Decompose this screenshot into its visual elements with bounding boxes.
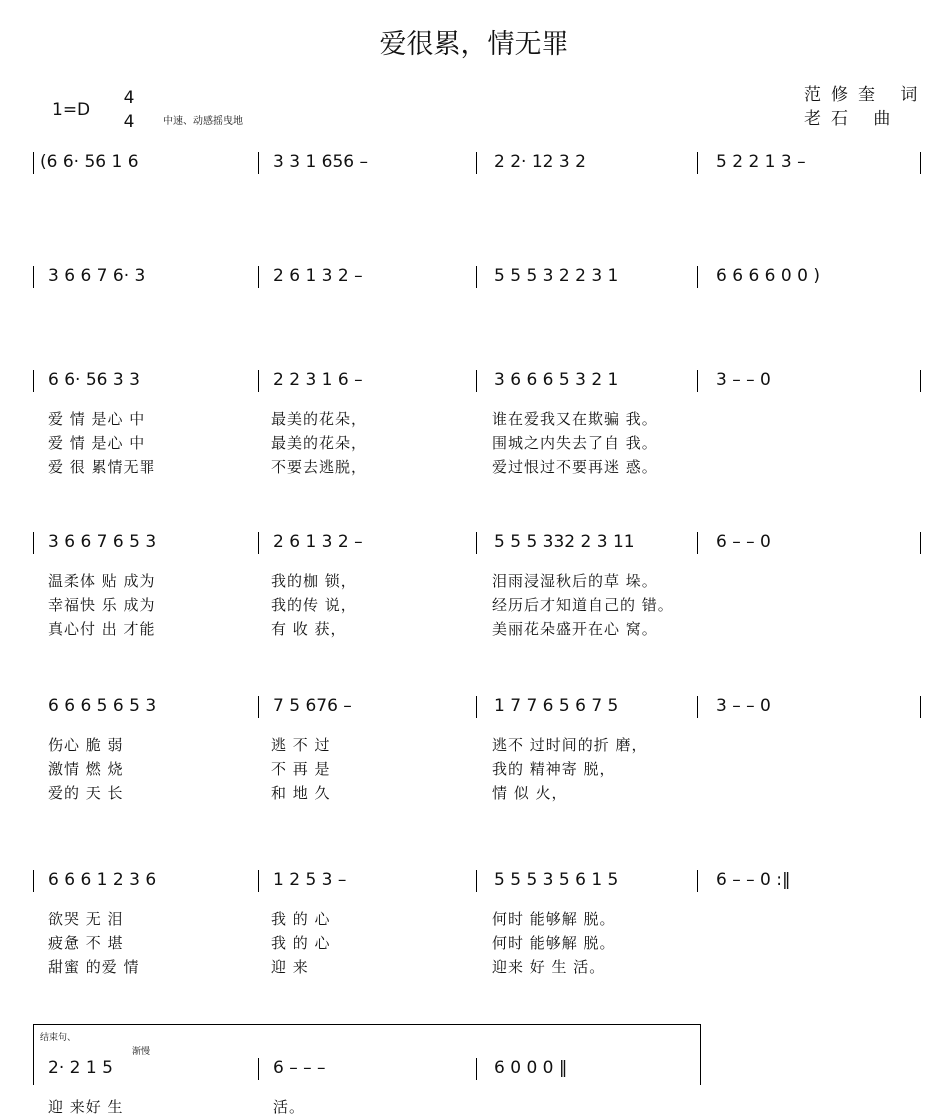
lyric: 爱 情 是心 中 [48, 410, 146, 428]
barline [476, 696, 477, 718]
lyric: 爱过恨过不要再迷 惑。 [492, 458, 658, 476]
barline [258, 266, 259, 288]
measure: 6 6 6 1 2 3 6 [48, 870, 157, 890]
lyric: 激情 燃 烧 [48, 760, 124, 778]
measure: 2 6 1 3 2 – [273, 266, 363, 286]
lyric: 我的枷 锁， [271, 572, 357, 590]
measure: 3 6 6 6 5 3 2 1 [494, 370, 619, 390]
barline [920, 152, 921, 174]
barline [33, 870, 34, 892]
composer-credit: 老石 曲 [804, 109, 901, 129]
barline [697, 266, 698, 288]
lyric: 围城之内失去了自 我。 [492, 434, 658, 452]
lyric: 爱的 天 长 [48, 784, 124, 802]
lyricist-credit: 范修奎 词 [804, 85, 928, 105]
barline [697, 152, 698, 174]
lyric: 不要去逃脱， [271, 458, 368, 476]
lyric: 有 收 获， [271, 620, 347, 638]
lyric: 甜蜜 的爱 情 [48, 958, 140, 976]
lyric: 真心付 出 才能 [48, 620, 156, 638]
measure: 3 – – 0 [716, 696, 771, 716]
measure: 2 6 1 3 2 – [273, 532, 363, 552]
barline [33, 152, 34, 174]
lyric: 欲哭 无 泪 [48, 910, 124, 928]
barline [258, 370, 259, 392]
lyric: 不 再 是 [271, 760, 331, 778]
measure: 2 2 3 1 6 – [273, 370, 363, 390]
barline [697, 870, 698, 892]
measure: 5 5 5 3 2 2 3 1 [494, 266, 619, 286]
measure: 6 6· 56 3 3 [48, 370, 140, 390]
song-title: 爱很累，情无罪 [379, 29, 569, 60]
barline [258, 696, 259, 718]
measure: 6 – – 0 [716, 532, 771, 552]
measure: 6 0 0 0 ‖ [494, 1058, 568, 1078]
barline [920, 532, 921, 554]
time-signature-bottom: 4 [123, 112, 135, 132]
lyric: 情 似 火， [492, 784, 568, 802]
time-signature-top: 4 [123, 88, 135, 108]
lyric: 爱 情 是心 中 [48, 434, 146, 452]
measure: 5 5 5 3 5 6 1 5 [494, 870, 619, 890]
measure: 2 2· 12 3 2 [494, 152, 586, 172]
measure: 3 – – 0 [716, 370, 771, 390]
lyric: 逃 不 过 [271, 736, 331, 754]
lyric: 我的传 说， [271, 596, 357, 614]
barline [476, 870, 477, 892]
barline [476, 152, 477, 174]
lyric: 何时 能够解 脱。 [492, 910, 616, 928]
measure: 6 6 6 5 6 5 3 [48, 696, 157, 716]
measure: 3 6 6 7 6· 3 [48, 266, 146, 286]
barline [697, 370, 698, 392]
lyric: 幸福快 乐 成为 [48, 596, 156, 614]
lyric: 泪雨浸湿秋后的草 垛。 [492, 572, 658, 590]
lyric: 我 的 心 [271, 934, 331, 952]
lyric: 迎 来好 生 [48, 1098, 124, 1116]
barline [476, 370, 477, 392]
lyric: 温柔体 贴 成为 [48, 572, 156, 590]
barline [697, 696, 698, 718]
barline [33, 266, 34, 288]
barline [476, 1058, 477, 1080]
lyric: 逃不 过时间的折 磨， [492, 736, 648, 754]
lyric: 和 地 久 [271, 784, 331, 802]
lyric: 伤心 脆 弱 [48, 736, 124, 754]
measure: 5 5 5 332 2 3 11 [494, 532, 635, 552]
tempo-marking: 中速、动感摇曳地 [163, 116, 243, 127]
barline [258, 152, 259, 174]
lyric: 谁在爱我又在欺骗 我。 [492, 410, 658, 428]
measure: 6 6 6 6 0 0 ) [716, 266, 820, 286]
ritardando-marking: 渐慢 [132, 1047, 151, 1057]
lyric: 我 的 心 [271, 910, 331, 928]
key-signature: 1=D [52, 100, 91, 120]
measure: 2· 2 1 5 [48, 1058, 113, 1078]
lyric: 何时 能够解 脱。 [492, 934, 616, 952]
barline [258, 1058, 259, 1080]
barline [476, 266, 477, 288]
measure: 6 – – – [273, 1058, 326, 1078]
lyric: 我的 精神寄 脱， [492, 760, 616, 778]
measure: 1 7 7 6 5 6 7 5 [494, 696, 619, 716]
barline [33, 370, 34, 392]
lyric: 活。 [273, 1098, 306, 1116]
lyric: 最美的花朵， [271, 410, 368, 428]
lyric: 经历后才知道自己的 错。 [492, 596, 674, 614]
ending-label: 结束句、 [40, 1033, 77, 1043]
measure: 7 5 676 – [273, 696, 352, 716]
lyric: 迎来 好 生 活。 [492, 958, 606, 976]
barline [33, 532, 34, 554]
barline [920, 370, 921, 392]
barline [920, 696, 921, 718]
measure: 6 – – 0 :‖ [716, 870, 791, 890]
lyric: 最美的花朵， [271, 434, 368, 452]
barline [476, 532, 477, 554]
measure: (6 6· 56 1 6 [40, 152, 139, 172]
lyric: 美丽花朵盛开在心 窝。 [492, 620, 658, 638]
barline [697, 532, 698, 554]
lyric: 疲惫 不 堪 [48, 934, 124, 952]
barline [258, 532, 259, 554]
measure: 3 6 6 7 6 5 3 [48, 532, 157, 552]
measure: 3 3 1 656 – [273, 152, 369, 172]
lyric: 迎 来 [271, 958, 309, 976]
lyric: 爱 很 累情无罪 [48, 458, 156, 476]
measure: 5 2 2 1 3 – [716, 152, 806, 172]
measure: 1 2 5 3 – [273, 870, 347, 890]
barline [258, 870, 259, 892]
